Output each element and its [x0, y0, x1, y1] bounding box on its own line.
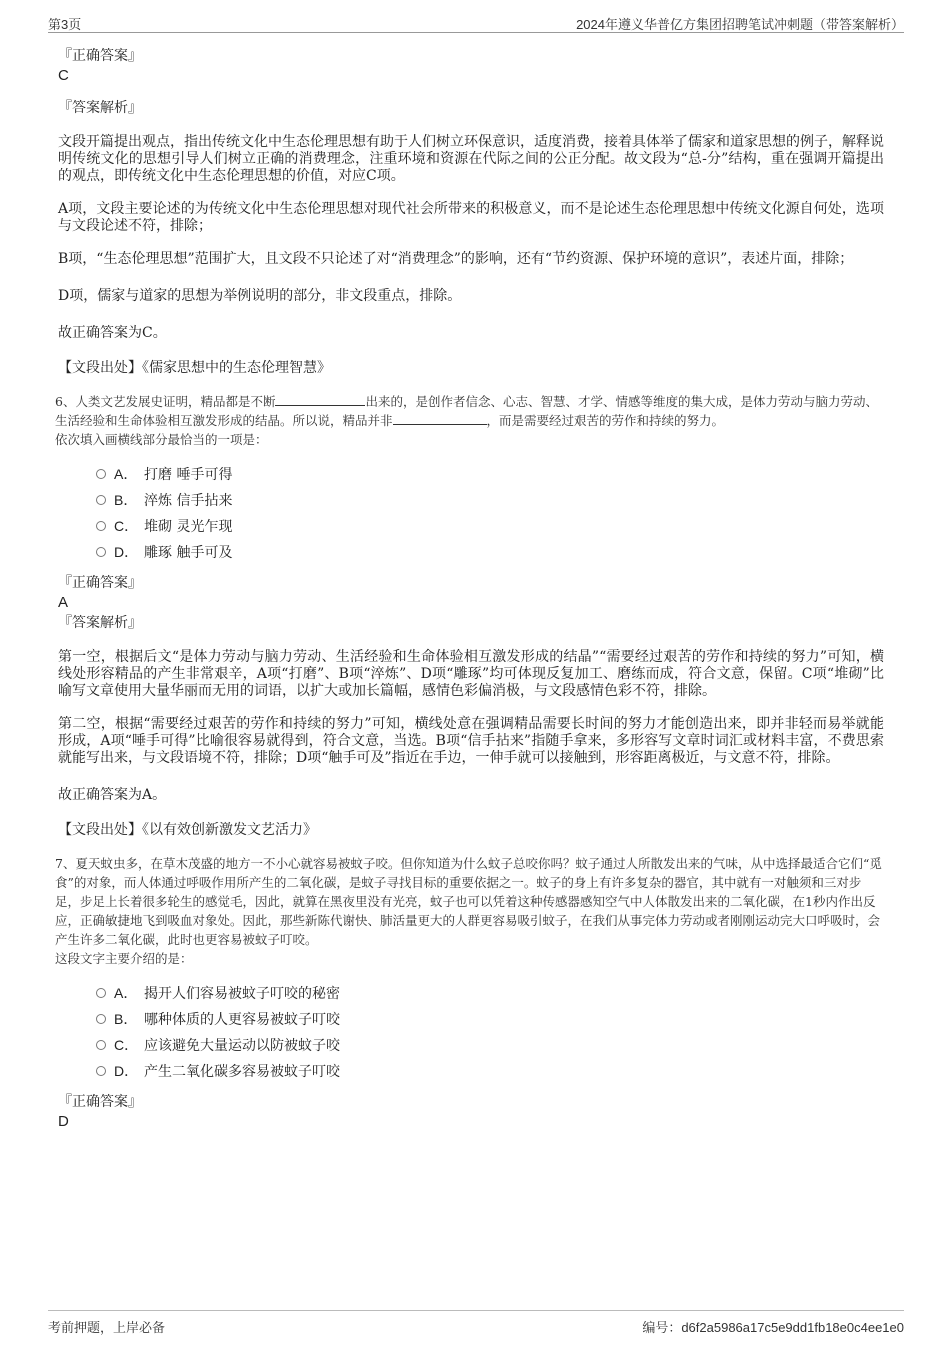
q5-analysis-conclusion: 故正确答案为C。	[58, 325, 167, 341]
document-id-label: 编号：	[642, 1321, 682, 1336]
q5-analysis-paragraph: B项，“生态伦理思想”范围扩大，且文段不只论述了对“消费理念”的影响，还有“节约资源、保护环境的意识”，表述片面，排除；	[58, 251, 854, 267]
q7-options	[96, 980, 884, 1084]
q7-option-d[interactable]: D． 产生二氧化碳多容易被蚊子叮咬	[96, 1058, 884, 1084]
radio-icon[interactable]	[96, 469, 106, 479]
q6-option-b[interactable]: B． 淬炼 信手拈来	[96, 487, 884, 513]
footer-slogan: 考前押题，上岸必备	[48, 1321, 166, 1336]
q6-correct-answer-label: 『正确答案』	[58, 575, 142, 591]
document-id	[642, 1317, 904, 1336]
q6-option-d[interactable]: D． 雕琢 触手可及	[96, 539, 884, 565]
q7-option-a[interactable]: A． 揭开人们容易被蚊子叮咬的秘密	[96, 980, 884, 1006]
q5-analysis-paragraph: D项，儒家与道家的思想为举例说明的部分，非文段重点，排除。	[58, 288, 462, 304]
q6-option-a[interactable]: A． 打磨 唾手可得	[96, 461, 884, 487]
document-title: 2024年遵义华普亿方集团招聘笔试冲刺题（带答案解析）	[576, 17, 904, 32]
q7-answer: D	[58, 1113, 69, 1130]
q6-analysis-conclusion: 故正确答案为A。	[58, 787, 167, 803]
q5-answer: C	[58, 67, 69, 84]
q6-prompt: 依次填入画横线部分最恰当的一项是：	[55, 432, 268, 447]
q6-source: 【文段出处】《以有效创新激发文艺活力》	[58, 822, 317, 838]
radio-icon[interactable]	[96, 1066, 106, 1076]
page-footer	[48, 1310, 904, 1335]
radio-icon[interactable]	[96, 988, 106, 998]
q6-answer: A	[58, 594, 69, 611]
q6-blank-1	[275, 393, 365, 406]
q6-text-part: ，而是需要经过艰苦的劳作和持续的努力。	[486, 413, 725, 428]
q5-source: 【文段出处】《儒家思想中的生态伦理智慧》	[58, 360, 331, 376]
page-header	[48, 12, 904, 33]
q6-analysis-paragraph: 第一空，根据后文“是体力劳动与脑力劳动、生活经验和生命体验相互激发形成的结晶”“需要经过艰苦的劳作和持续的努力”可知，横线处形容精品的产生非常艰辛，A项“打磨”、B项“淬炼”、D项“雕琢”均可体现反复加工、磨练而成，符合文意，保留。C项“堆砌”比喻写文章使用大量华丽而无用的词语，以扩大或加长篇幅，感情色彩偏消极，与文段感情色彩不符，排除。	[58, 649, 884, 699]
q6-options	[96, 461, 884, 565]
q5-analysis-label: 『答案解析』	[58, 100, 142, 116]
q6-text-part: 6、人类文艺发展史证明，精品都是不断	[55, 394, 276, 409]
q6-text-part: 出来的，是创作者信念、心志、智慧、才学、情感等维度的集大成，是体力劳动与脑力劳动、生活经验和生命体验相互激发形成的结晶。所以说，精品并非	[55, 394, 878, 428]
q7-correct-answer-label: 『正确答案』	[58, 1094, 142, 1110]
q7-option-c[interactable]: C． 应该避免大量运动以防被蚊子咬	[96, 1032, 884, 1058]
q6-blank-2	[393, 412, 487, 425]
q5-analysis-paragraph: A项，文段主要论述的为传统文化中生态伦理思想对现代社会所带来的积极意义，而不是论述生态伦理思想中传统文化源自何处，选项与文段论述不符，排除；	[58, 201, 884, 234]
q7-option-b[interactable]: B． 哪种体质的人更容易被蚊子叮咬	[96, 1006, 884, 1032]
radio-icon[interactable]	[96, 547, 106, 557]
radio-icon[interactable]	[96, 1040, 106, 1050]
radio-icon[interactable]	[96, 1014, 106, 1024]
radio-icon[interactable]	[96, 495, 106, 505]
q6-analysis-paragraph: 第二空，根据“需要经过艰苦的劳作和持续的努力”可知，横线处意在强调精品需要长时间的努力才能创造出来，即并非轻而易举就能形成，A项“唾手可得”比喻很容易就得到，符合文意，当选。B项“信手拈来”指随手拿来，多形容写文章时词汇或材料丰富，不费思索就能写出来，与文段语境不符，排除；D项“触手可及”指近在手边，一伸手就可以接触到，形容距离极近，与文意不符，排除。	[58, 716, 884, 766]
document-id-code: d6f2a5986a17c5e9dd1fb18e0c4ee1e0	[681, 1320, 904, 1335]
q5-correct-answer-label: 『正确答案』	[58, 48, 142, 64]
q6-analysis-label: 『答案解析』	[58, 615, 142, 631]
q6-option-c[interactable]: C． 堆砌 灵光乍现	[96, 513, 884, 539]
q7-question: 7、夏天蚊虫多，在草木茂盛的地方一不小心就容易被蚊子咬。但你知道为什么蚊子总咬你吗？蚊子通过人所散发出来的气味，从中选择最适合它们“觅食”的对象，而人体通过呼吸作用所产生的二氧化碳，是蚊子寻找目标的重要依据之一。蚊子的身上有许多复杂的器官，其中就有一对触须和三对步足，步足上长着很多轮生的感觉毛，因此，就算在黑夜里没有光亮，蚊子也可以凭着这种传感器感知空气中人体散发出来的二氧化碳，在1秒内作出反应，正确敏捷地飞到吸血对象处。因此，那些新陈代谢快、肺活量更大的人群更容易吸引蚊子，在我们从事完体力劳动或者刚刚运动完大口呼吸时，会产生许多二氧化碳，此时也更容易被蚊子叮咬。	[55, 856, 882, 947]
q7-prompt: 这段文字主要介绍的是：	[55, 951, 193, 966]
q5-analysis-paragraph: 文段开篇提出观点，指出传统文化中生态伦理思想有助于人们树立环保意识，适度消费，接着具体举了儒家和道家思想的例子，解释说明传统文化的思想引导人们树立正确的消费理念，注重环境和资源在代际之间的公正分配。故文段为“总-分”结构，重在强调开篇提出的观点，即传统文化中生态伦理思想的价值，对应C项。	[58, 134, 884, 184]
document-body	[55, 46, 884, 1132]
page-number: 第3页	[48, 17, 82, 32]
q6-question	[55, 392, 884, 430]
radio-icon[interactable]	[96, 521, 106, 531]
